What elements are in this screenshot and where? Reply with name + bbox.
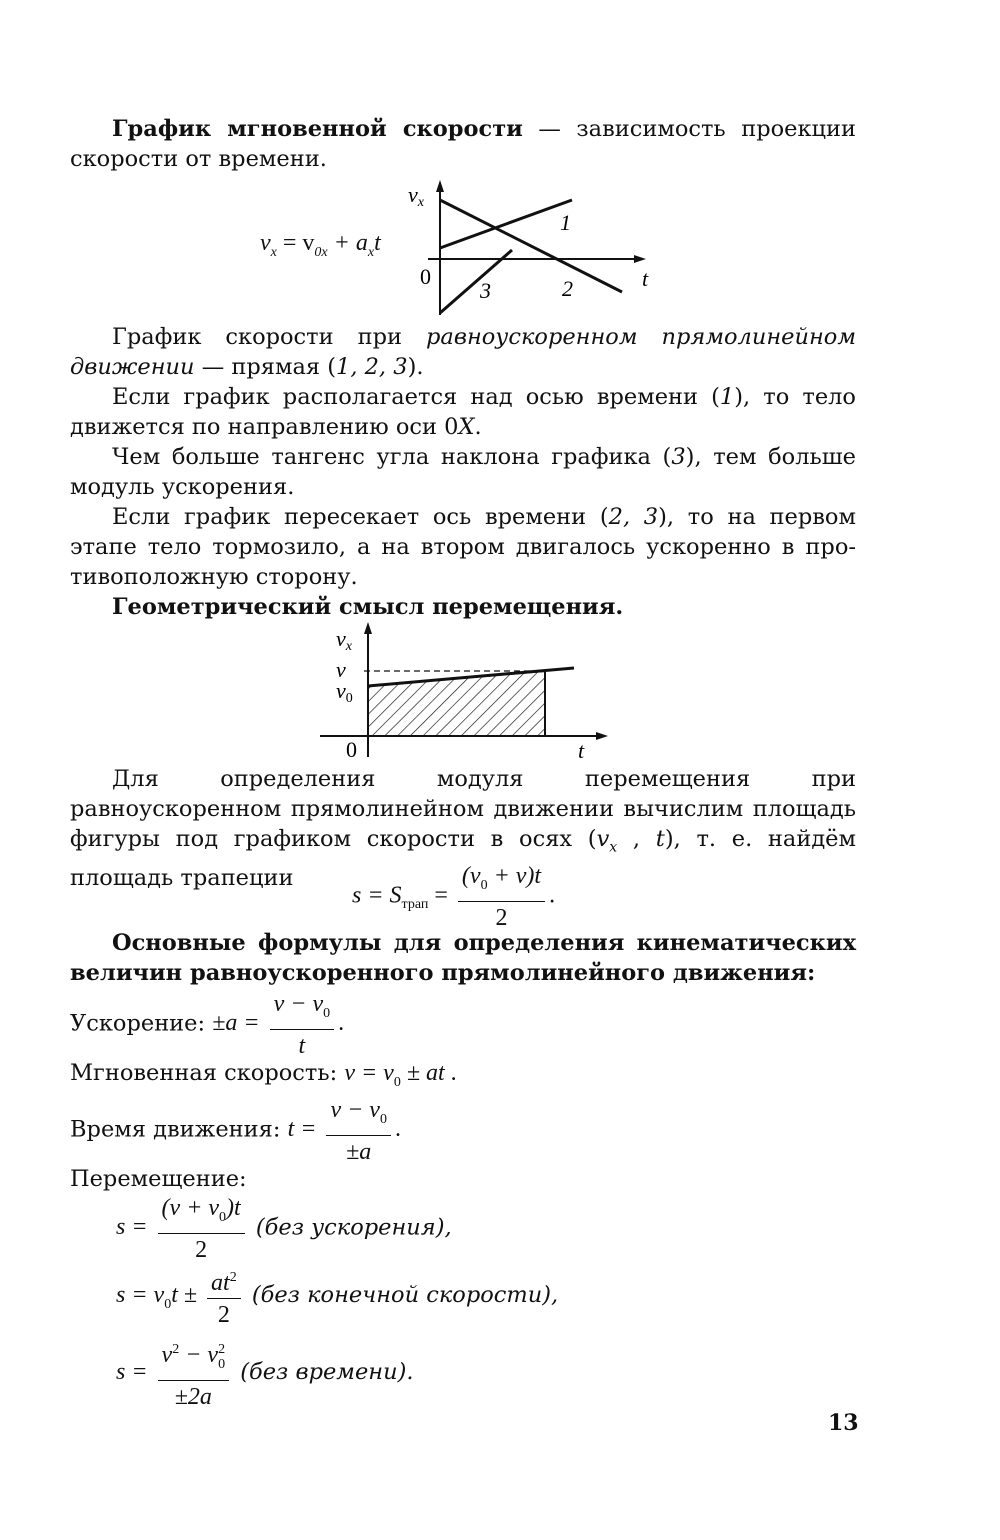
v-axis-label: vx xyxy=(336,626,352,654)
paragraph-crosses-axis: Если график пересекает ось времени (2, 3), то на первом этапе тело тормозило, а на втором двигалось ускоренно в противоположную сторону. xyxy=(70,504,856,590)
page-number: 13 xyxy=(828,1410,859,1436)
v-axis-arrow xyxy=(436,180,444,192)
v-axis-label: vx xyxy=(408,182,424,210)
line-1 xyxy=(440,200,572,248)
velocity-graph-figure xyxy=(260,180,680,320)
time-formula: Время движения: t = $\frac{v - v_0}{\pm a}$ . xyxy=(70,1097,401,1165)
v-final-label: v xyxy=(336,657,346,682)
origin-label: 0 xyxy=(420,264,431,289)
line-1-label: 1 xyxy=(560,210,571,235)
origin-label: 0 xyxy=(346,737,357,762)
line-3-label: 3 xyxy=(480,278,491,303)
line-2-label: 2 xyxy=(562,276,573,301)
paragraph-straight-line: График скорости при равноускоренном прямолинейном движении — прямая (1, 2, 3). xyxy=(70,324,856,380)
paragraph-tangent: Чем больше тангенс угла наклона графика (3), тем больше модуль ускорения. xyxy=(70,444,856,500)
displacement-formula-no-acceleration: s = $\frac{(v + v_0)t}{2}$ (без ускорения), xyxy=(116,1195,452,1263)
term-instant-velocity-graph: График мгновенной скорости xyxy=(112,116,523,142)
paragraph-above-axis: Если график располагается над осью времени (1), то тело движется по направлению оси 0X. xyxy=(70,384,856,440)
trapezoid-area-equation: $s = S_{трап}$ = $\frac{(v_0 + v)t}{2}$ . xyxy=(352,863,556,931)
displacement-label: Перемещение: xyxy=(70,1166,247,1192)
displacement-formula-no-final-velocity: $s = v_0t$ ± $\frac{at^2}{2}$ (без конечной скорости), xyxy=(116,1264,558,1329)
intro-paragraph: График мгновенной скорости — зависимость проекции скорости от времени. xyxy=(70,116,856,172)
displacement-area-graph xyxy=(320,622,640,762)
instant-velocity-formula: Мгновенная скорость: $v = v_0$ ± at . xyxy=(70,1060,457,1090)
heading-geometric-meaning: Геометрический смысл перемещения. xyxy=(112,594,624,620)
t-axis-arrow xyxy=(596,732,608,740)
v-axis-arrow xyxy=(364,622,372,634)
trapezoid-area xyxy=(368,671,545,736)
t-axis-arrow xyxy=(634,255,646,263)
v0-label: v0 xyxy=(336,678,353,706)
t-axis-label: t xyxy=(578,738,585,762)
t-axis-label: t xyxy=(642,266,649,291)
paragraph-displacement-area: Для определения модуля перемещения при равноускоренном прямолинейном движении вычислим площадь фигуры под графиком скорости в осях ($v_x$ , t), т. е. найдём площадь трапеции xyxy=(70,766,856,891)
acceleration-formula: Ускорение: ±a = $\frac{v - v_0}{t}$ . xyxy=(70,991,345,1059)
velocity-equation: $v_x = v_{0x} + a_xt$ xyxy=(260,230,381,260)
heading-main-formulas: Основные формулы для определения кинематических величин равноускоренного прямолинейного движения: xyxy=(70,930,856,986)
displacement-formula-no-time: s = $\frac{v^2 - v^2_0}{\pm 2a}$ (без времени). xyxy=(116,1336,414,1411)
velocity-graph xyxy=(260,180,680,320)
